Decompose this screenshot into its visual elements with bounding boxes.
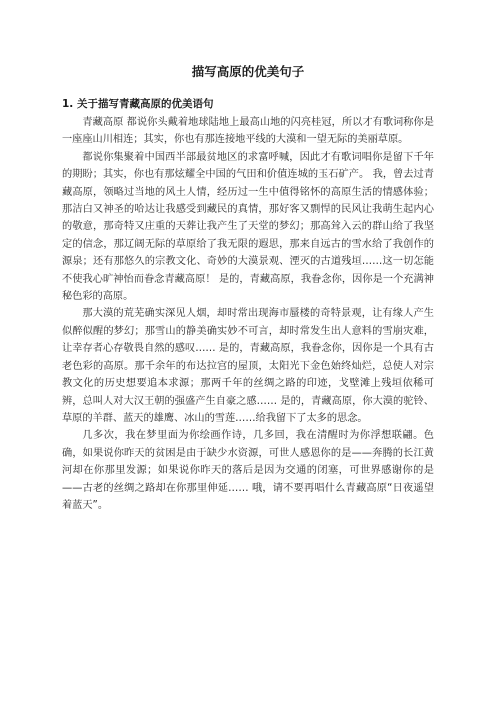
paragraph-4: 几多次，我在梦里面为你绘画作诗，几多回，我在清醒时为你浮想联翩。色确，如果说你昨天的贫困是由于缺少水资源，可世人感恩你的是——奔腾的长江黄河却在你那里发源；如果说你昨天的落后是因为交通的闭塞，可世界感谢你的是——古老的丝绸之路却在你那里伸延…… 哦，请不要再唱什么青藏高原“日夜遥望着蓝天”。 (62, 430, 434, 511)
document-title: 描写高原的优美句子 (191, 64, 305, 79)
paragraph-1: 青藏高原 都说你头戴着地球陆地上最高山地的闪亮桂冠，所以才有歌词称你是一座座山川相连；其实，你也有那连接地平线的大漠和一望无际的美丽草原。 (62, 117, 434, 146)
document-body (62, 114, 434, 514)
paragraph-2: 都说你集聚着中国西半部最贫地区的求富呼喊，因此才有歌词唱你是留下千年的期盼；其实，你也有那炫耀全中国的气田和价值连城的玉石矿产。 我，曾去过青藏高原，领略过当地的风土人情，经历过一生中值得铭怀的高原生活的情感体验；那洁白又神圣的哈达让我感受到藏民的真情，那好客又剽悍的民风让我萌生起内心的敬意，那奇特又庄重的天葬让我产生了天堂的梦幻；那高耸入云的群山给了我坚定的信念，那辽阔无际的草原给了我无限的遐思，那来自远古的雪水给了我创作的源泉；还有那悠久的宗教文化、奇妙的大漠景观、湮灭的古道残垣……这一切怎能不使我心旷神怡而眷念青藏高原！ 是的，青藏高原，我眷念你，因你是一个充满神秘色彩的高原。 (62, 151, 434, 303)
paragraph-3: 那大漠的荒芜确实深见人烟，却时常出现海市蜃楼的奇特景观，让有缘人产生似醉似醒的梦幻；那雪山的静美确实妙不可言，却时常发生出人意料的雪崩灾难，让幸存者心存敬畏自然的感叹…… 是的，青藏高原，我眷念你，因你是一个具有古老色彩的高原。那千余年的布达拉宫的屋顶，太阳光下金色始终灿烂，总使人对宗教文化的历史想要追本求源；那两千年的丝绸之路的印迹，戈壁滩上残垣依稀可辨，总叫人对大汉王朝的强盛产生自豪之感…… 是的，青藏高原，你大漠的驼铃、草原的羊群、蓝天的雄鹰、冰山的雪莲……给我留下了太多的思念。 (62, 308, 434, 424)
section-heading: 1. 关于描写青藏高原的优美语句 (62, 98, 214, 110)
